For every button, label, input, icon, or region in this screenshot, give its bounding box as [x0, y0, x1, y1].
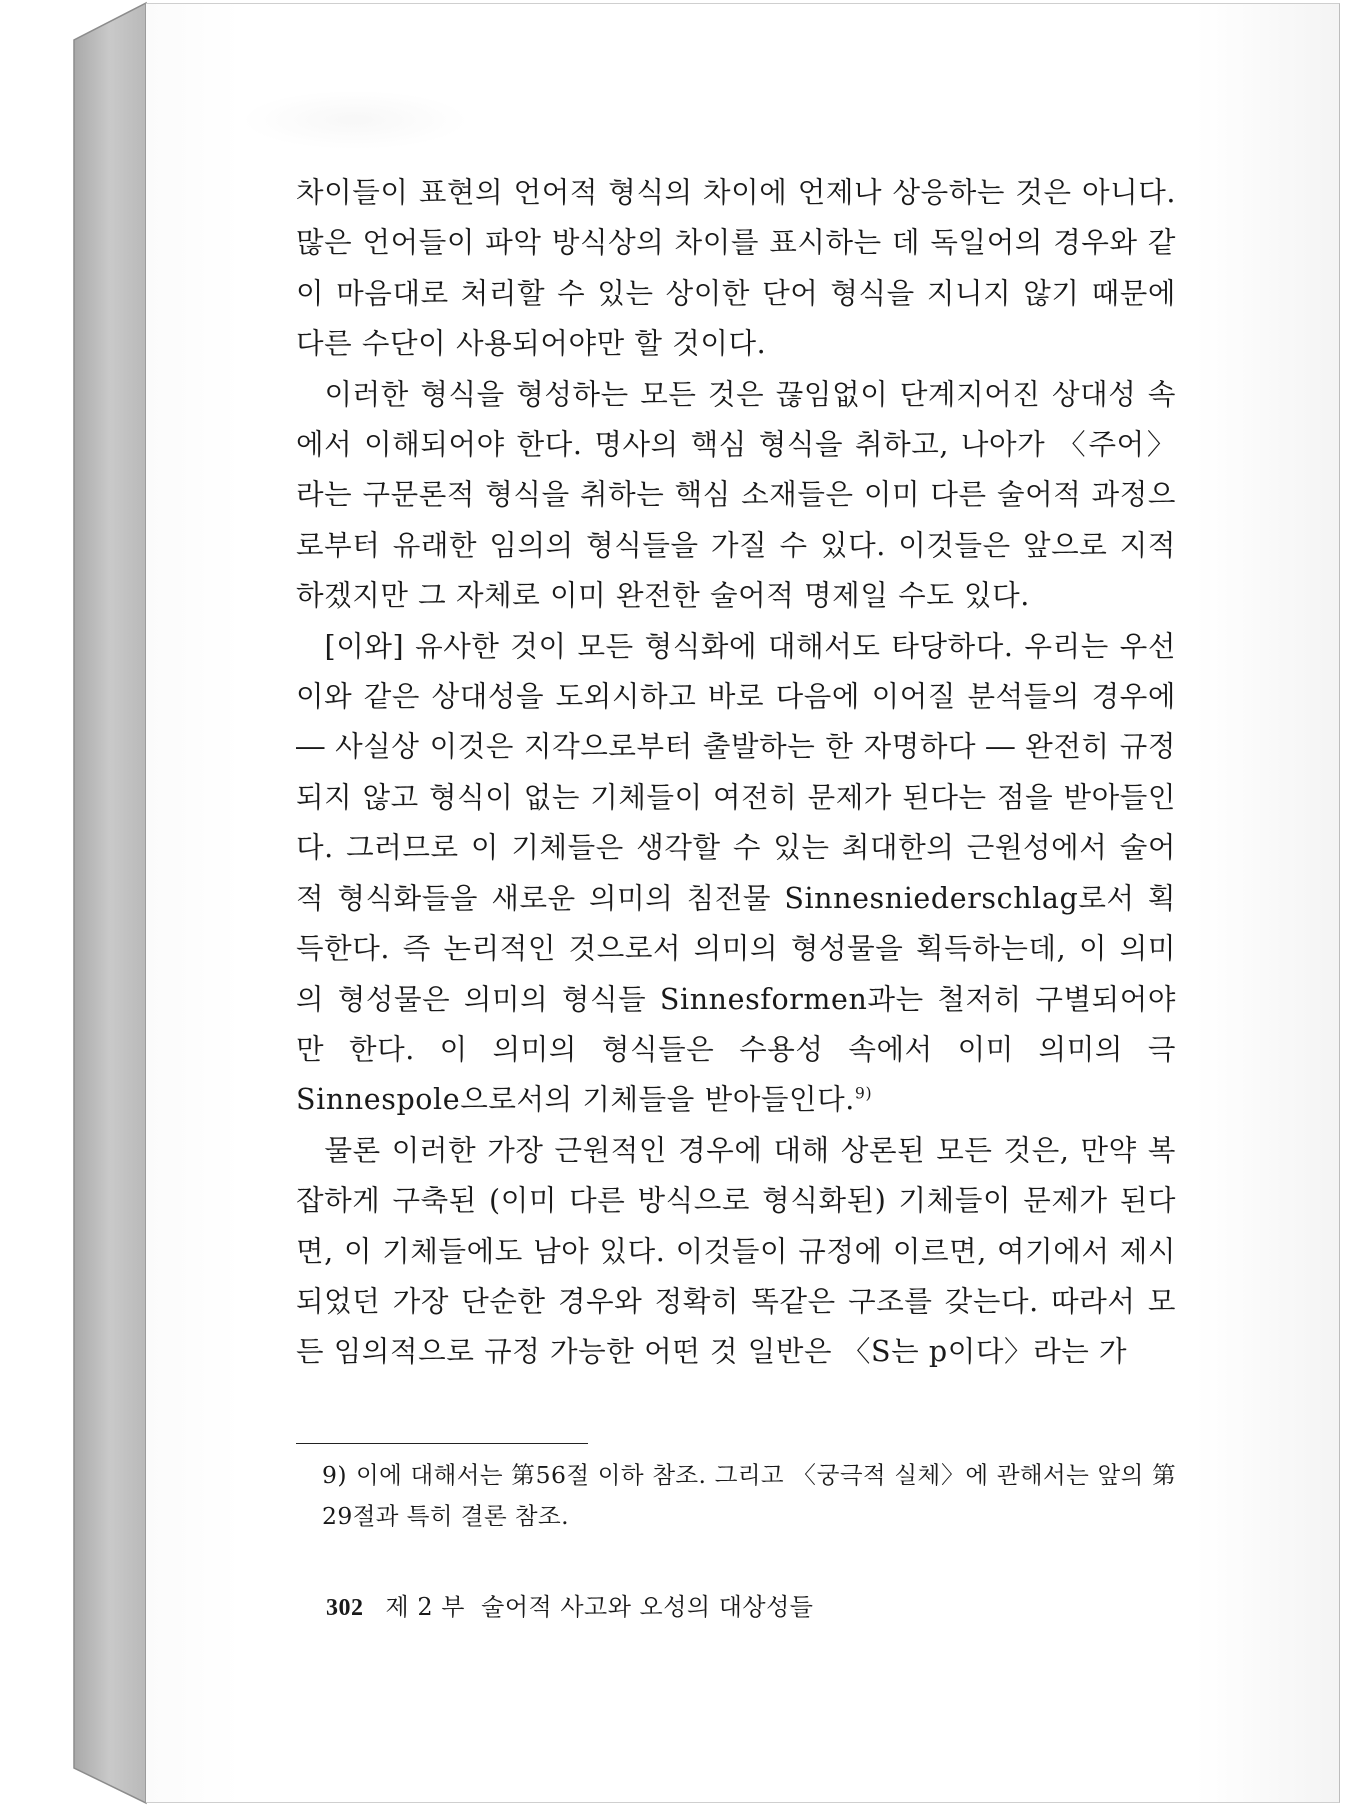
paragraph-1-text: 차이들이 표현의 언어적 형식의 차이에 언제나 상응하는 것은 아니다. 많은 언어들이 파악 방식상의 차이를 표시하는 데 독일어의 경우와 같이 마음대로 처리할 수 있는 상이한 단어 형식을 지니지 않기 때문에 다른 수단이 사용되어야만 할 것이다. — [296, 176, 1176, 361]
paragraph-3-text: [이와] 유사한 것이 모든 형식화에 대해서도 타당하다. 우리는 우선 이와 같은 상대성을 도외시하고 바로 다음에 이어질 분석들의 경우에 ― 사실상 이것은 지각으로부터 출발하는 한 자명하다 ― 완전히 규정되지 않고 형식이 없는 기체들이 여전히 문제가 된다는 점을 받아들인다. 그러므로 이 기체들은 생각할 수 있는 최대한의 근원성에서 술어적 형식화들을 새로운 의미의 침전물 Sinnesniederschlag로서 획득한다. 즉 논리적인 것으로서 의미의 형성물을 획득하는데, 이 의미의 형성물은 의미의 형식들 Sinnesformen과는 철저히 구별되어야만 한다. 이 의미의 형식들은 수용성 속에서 이미 의미의 극 Sinnespole으로서의 기체들을 받아들인다. — [296, 629, 1176, 1117]
paragraph-1 — [296, 168, 1176, 370]
paragraph-3 — [296, 622, 1176, 1126]
page-number: 302 — [326, 1595, 364, 1621]
footnote — [322, 1455, 1176, 1537]
paragraph-4-text: 물론 이러한 가장 근원적인 경우에 대해 상론된 모든 것은, 만약 복잡하게 구축된 (이미 다른 방식으로 형식화된) 기체들이 문제가 된다면, 이 기체들에도 남아 있다. 이것들이 규정에 이르면, 여기에서 제시되었던 가장 단순한 경우와 정확히 똑같은 구조를 갖는다. 따라서 모든 임의적으로 규정 가능한 어떤 것 일반은 〈S는 p이다〉라는 가 — [296, 1133, 1176, 1369]
footnote-text: 이에 대해서는 第56절 이하 참조. 그리고 〈궁극적 실체〉에 관해서는 앞의 第29절과 특히 결론 참조. — [322, 1461, 1176, 1530]
paragraph-2-text: 이러한 형식을 형성하는 모든 것은 끊임없이 단계지어진 상대성 속에서 이해되어야 한다. 명사의 핵심 형식을 취하고, 나아가 〈주어〉라는 구문론적 형식을 취하는 핵심 소재들은 이미 다른 술어적 과정으로부터 유래한 임의의 형식들을 가질 수 있다. 이것들은 앞으로 지적하겠지만 그 자체로 이미 완전한 술어적 명제일 수도 있다. — [296, 377, 1176, 613]
bleed-through-smudge — [240, 90, 470, 150]
paragraph-4 — [296, 1126, 1176, 1378]
section-title: 제 2 부 술어적 사고와 오성의 대상성들 — [385, 1593, 814, 1621]
paragraph-2 — [296, 370, 1176, 622]
running-footer — [326, 1591, 813, 1624]
footnote-reference: 9) — [854, 1083, 873, 1103]
footnote-number: 9) — [322, 1461, 347, 1489]
body-text — [296, 168, 1176, 1378]
footnote-separator — [296, 1443, 588, 1444]
book-spine — [0, 0, 150, 1806]
